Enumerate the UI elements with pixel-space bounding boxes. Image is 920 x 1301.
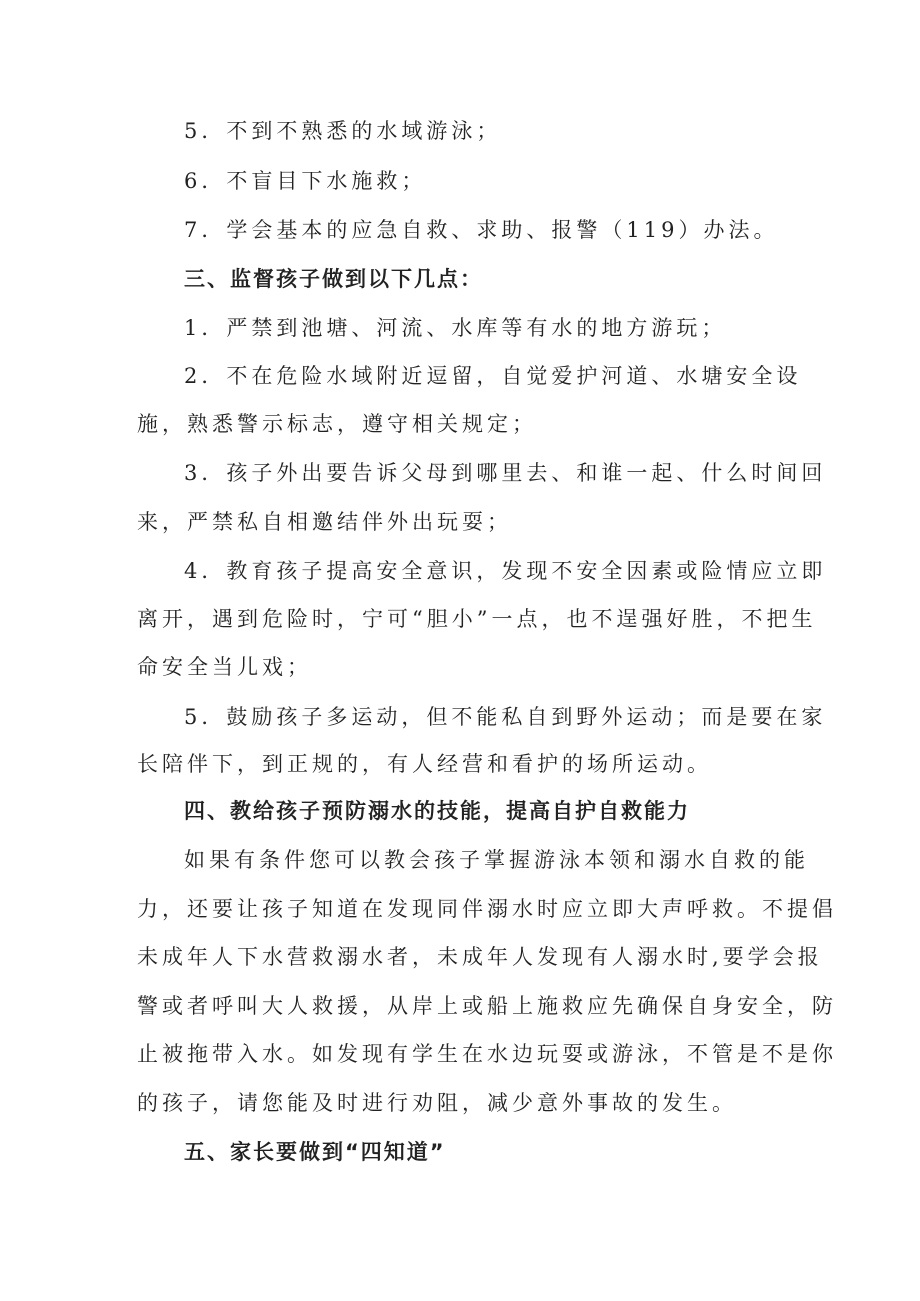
- list-item-5: 5．鼓励孩子多运动，但不能私自到野外运动；而是要在家: [184, 705, 827, 729]
- list-item-2-continued: 施，熟悉警示标志，遵守相关规定；: [137, 412, 537, 436]
- list-item-no-unfamiliar-water: 5．不到不熟悉的水域游泳；: [184, 119, 502, 143]
- list-item-4: 4．教育孩子提高安全意识，发现不安全因素或险情应立即: [184, 559, 827, 583]
- list-item-3: 3．孩子外出要告诉父母到哪里去、和谁一起、什么时间回: [184, 461, 827, 485]
- list-item-4-continued-1: 离开，遇到危险时，宁可“胆小”一点，也不逞强好胜，不把生: [137, 607, 817, 631]
- section-heading-3: 三、监督孩子做到以下几点：: [184, 267, 483, 291]
- list-item-no-blind-rescue: 6．不盲目下水施救；: [184, 169, 427, 193]
- list-item-emergency-methods: 7．学会基本的应急自救、求助、报警（119）办法。: [184, 218, 779, 242]
- section-heading-5: 五、家长要做到“四知道”: [184, 1140, 446, 1164]
- paragraph-line-2: 力，还要让孩子知道在发现同伴溺水时应立即大声呼救。不提倡: [137, 897, 837, 921]
- paragraph-line-3: 未成年人下水营救溺水者，未成年人发现有人溺水时,要学会报: [137, 945, 823, 969]
- list-item-1: 1．严禁到池塘、河流、水库等有水的地方游玩；: [184, 316, 727, 340]
- section-heading-4: 四、教给孩子预防溺水的技能，提高自护自救能力: [184, 799, 690, 823]
- list-item-2: 2．不在危险水域附近逗留，自觉爱护河道、水塘安全设: [184, 364, 802, 388]
- list-item-5-continued: 长陪伴下，到正规的，有人经营和看护的场所运动。: [137, 752, 712, 776]
- list-item-4-continued-2: 命安全当儿戏；: [137, 655, 312, 679]
- paragraph-line-5: 止被拖带入水。如发现有学生在水边玩耍或游泳，不管是不是你: [137, 1042, 837, 1066]
- paragraph-line-4: 警或者呼叫大人救援，从岸上或船上施救应先确保自身安全，防: [137, 994, 837, 1018]
- list-item-3-continued: 来，严禁私自相邀结伴外出玩耍；: [137, 510, 512, 534]
- paragraph-line-1: 如果有条件您可以教会孩子掌握游泳本领和溺水自救的能: [184, 848, 809, 872]
- paragraph-line-6: 的孩子，请您能及时进行劝阻，减少意外事故的发生。: [137, 1091, 737, 1115]
